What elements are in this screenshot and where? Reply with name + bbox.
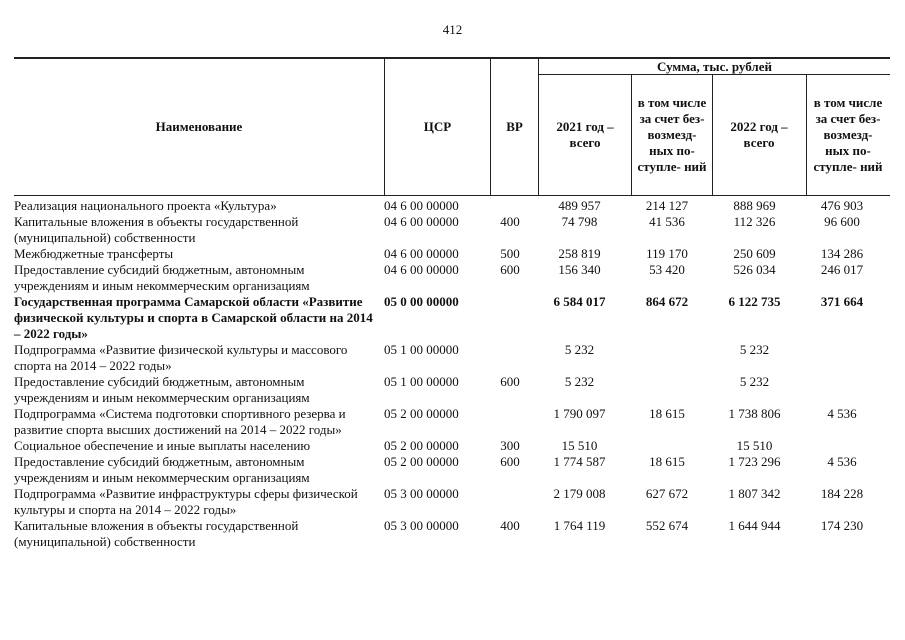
row-name: Предоставление субсидий бюджетным, автономным учреждениям и иным некоммерческим организациям	[14, 454, 310, 485]
row-2021-free: 214 127	[645, 198, 689, 213]
row-name: Предоставление субсидий бюджетным, автономным учреждениям и иным некоммерческим организациям	[14, 374, 310, 405]
header-csr: ЦСР	[423, 119, 452, 134]
table-row	[14, 374, 894, 406]
row-2021-free: 53 420	[649, 262, 685, 277]
table-row	[14, 342, 894, 374]
header-2021-free: в том числе за счет без- возмезд- ных по- ступле- ний	[637, 95, 707, 174]
row-vr: 400	[500, 214, 520, 229]
row-2022-total: 1 807 342	[728, 486, 781, 501]
row-vr: 500	[500, 246, 520, 261]
row-2021-free: 627 672	[645, 486, 689, 501]
row-vr	[488, 486, 532, 518]
row-2021-total: 489 957	[558, 198, 601, 213]
row-2022-total: 1 644 944	[728, 518, 781, 533]
row-2021-total: 15 510	[561, 438, 598, 453]
row-2022-total: 5 232	[739, 374, 770, 389]
row-vr: 400	[500, 518, 520, 533]
row-2021-free	[627, 342, 707, 374]
row-name: Государственная программа Самарской области «Развитие физической культуры и спорта в Самарской области на 2014 – 2022 годы»	[14, 294, 373, 341]
row-vr: 300	[500, 438, 520, 453]
row-csr: 05 3 00 00000	[384, 518, 459, 533]
row-csr: 04 6 00 00000	[384, 198, 459, 213]
row-csr: 04 6 00 00000	[384, 262, 459, 277]
row-2022-total: 6 122 735	[728, 294, 781, 309]
row-2022-total: 112 326	[733, 214, 776, 229]
row-name: Межбюджетные трансферты	[14, 246, 174, 261]
table-body	[14, 198, 894, 550]
header-2022-free: в том числе за счет без- возмезд- ных по- ступле- ний	[813, 95, 883, 174]
row-csr: 04 6 00 00000	[384, 246, 459, 261]
col-divider-3	[538, 57, 539, 196]
row-vr	[488, 342, 532, 374]
table-row	[14, 438, 894, 454]
header-sum-title: Сумма, тыс. рублей	[657, 58, 772, 74]
row-2022-total: 526 034	[733, 262, 776, 277]
row-2021-free: 18 615	[649, 454, 685, 469]
table-row	[14, 246, 894, 262]
row-2022-total: 5 232	[739, 342, 770, 357]
header-vr: ВР	[506, 119, 523, 134]
row-2021-total: 74 798	[561, 214, 598, 229]
page-number: 412	[442, 22, 463, 37]
row-2021-total: 6 584 017	[553, 294, 606, 309]
row-2021-free	[627, 438, 707, 454]
row-2021-total: 5 232	[564, 342, 595, 357]
row-vr	[488, 294, 532, 342]
row-2022-free	[802, 342, 882, 374]
table-row	[14, 454, 894, 486]
row-2022-free: 4 536	[827, 406, 857, 421]
row-2022-total: 1 723 296	[728, 454, 781, 469]
row-csr: 05 1 00 00000	[384, 374, 459, 389]
row-2021-free: 119 170	[646, 246, 688, 261]
header-bottom-border	[14, 195, 890, 196]
row-csr: 05 2 00 00000	[384, 406, 459, 421]
table-row	[14, 214, 894, 246]
col-divider-4	[631, 74, 632, 196]
table-row	[14, 518, 894, 550]
row-vr	[488, 406, 532, 438]
row-2021-free: 18 615	[649, 406, 685, 421]
row-2022-free	[802, 374, 882, 406]
row-vr	[488, 198, 532, 214]
row-vr: 600	[500, 374, 520, 389]
col-divider-6	[806, 74, 807, 196]
row-name: Капитальные вложения в объекты государственной (муниципальной) собственности	[14, 214, 299, 245]
table-row	[14, 406, 894, 438]
row-2021-total: 1 764 119	[553, 518, 606, 533]
row-name: Подпрограмма «Система подготовки спортивного резерва и развитие спорта высших достижений на 2014 – 2022 годы»	[14, 406, 346, 437]
row-2022-total: 1 738 806	[728, 406, 781, 421]
row-vr: 600	[500, 454, 520, 469]
row-2021-total: 1 790 097	[553, 406, 606, 421]
row-name: Социальное обеспечение и иные выплаты населению	[14, 438, 311, 453]
row-vr: 600	[500, 262, 520, 277]
row-2021-total: 156 340	[558, 262, 601, 277]
row-2021-free: 864 672	[645, 294, 689, 309]
row-2022-free: 4 536	[827, 454, 857, 469]
table-row	[14, 262, 894, 294]
header-2021-total: 2021 год – всего	[556, 119, 614, 150]
row-2021-free: 41 536	[649, 214, 685, 229]
row-2022-free	[802, 438, 882, 454]
row-2022-total: 888 969	[733, 198, 776, 213]
row-2022-total: 250 609	[733, 246, 776, 261]
table-row	[14, 486, 894, 518]
row-2022-free: 184 228	[820, 486, 864, 501]
row-2022-free: 371 664	[820, 294, 864, 309]
row-2022-free: 174 230	[820, 518, 864, 533]
row-csr: 05 1 00 00000	[384, 342, 459, 357]
row-2021-free	[627, 374, 707, 406]
col-divider-5	[712, 74, 713, 196]
row-2022-free: 96 600	[824, 214, 860, 229]
header-name: Наименование	[155, 119, 243, 134]
row-2021-total: 258 819	[558, 246, 601, 261]
row-2022-free: 134 286	[820, 246, 864, 261]
row-csr: 05 3 00 00000	[384, 486, 459, 501]
row-name: Подпрограмма «Развитие физической культуры и массового спорта на 2014 – 2022 годы»	[14, 342, 348, 373]
row-name: Реализация национального проекта «Культура»	[14, 198, 277, 213]
row-2021-total: 1 774 587	[553, 454, 606, 469]
row-csr: 05 2 00 00000	[384, 438, 459, 453]
header-2022-total: 2022 год – всего	[730, 119, 788, 150]
row-2021-free: 552 674	[645, 518, 689, 533]
row-2021-total: 2 179 008	[553, 486, 606, 501]
row-2022-free: 246 017	[820, 262, 864, 277]
table-row-program	[14, 294, 894, 342]
row-csr: 05 2 00 00000	[384, 454, 459, 469]
row-name: Предоставление субсидий бюджетным, автономным учреждениям и иным некоммерческим организациям	[14, 262, 310, 293]
row-name: Подпрограмма «Развитие инфраструктуры сферы физической культуры и спорта на 2014 – 2022 годы»	[14, 486, 358, 517]
row-2022-free: 476 903	[820, 198, 864, 213]
row-name: Капитальные вложения в объекты государственной (муниципальной) собственности	[14, 518, 299, 549]
table-row	[14, 198, 894, 214]
row-2022-total: 15 510	[736, 438, 773, 453]
row-csr: 04 6 00 00000	[384, 214, 459, 229]
row-2021-total: 5 232	[564, 374, 595, 389]
row-csr: 05 0 00 00000	[384, 294, 459, 309]
